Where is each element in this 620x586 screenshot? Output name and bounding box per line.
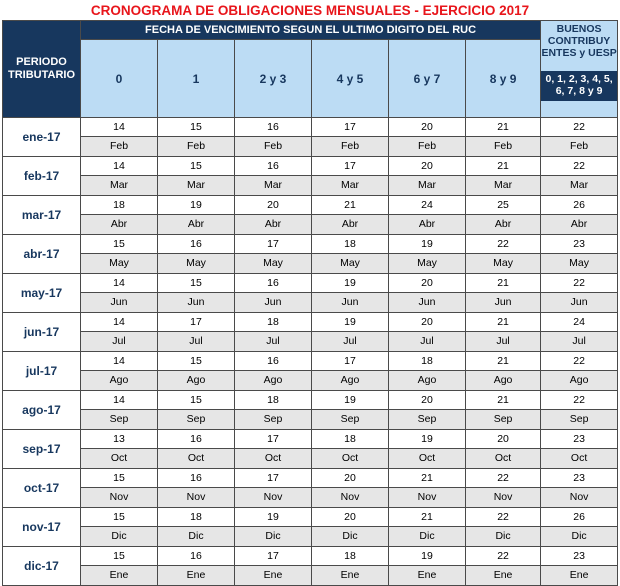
month-cell[interactable]: Mar	[389, 176, 466, 196]
month-cell[interactable]: Jun	[81, 293, 158, 313]
month-cell[interactable]: Feb	[235, 137, 312, 157]
month-cell[interactable]: Sep	[466, 410, 541, 430]
month-cell[interactable]: Abr	[389, 215, 466, 235]
day-cell[interactable]: 21	[389, 469, 466, 488]
table-row	[3, 410, 618, 430]
period-cell[interactable]: jul-17	[3, 352, 81, 391]
table-row	[3, 488, 618, 508]
day-cell[interactable]: 15	[81, 469, 158, 488]
month-cell[interactable]: Dic	[466, 527, 541, 547]
digit-header[interactable]: 0	[81, 40, 158, 118]
day-cell[interactable]: 15	[158, 352, 235, 371]
buenos-digits: 0, 1, 2, 3, 4, 5, 6, 7, 8 y 9	[541, 71, 617, 101]
day-cell[interactable]: 16	[158, 430, 235, 449]
table-row	[3, 469, 618, 488]
table-row	[3, 215, 618, 235]
month-cell[interactable]: May	[158, 254, 235, 274]
month-cell[interactable]: Jun	[541, 293, 618, 313]
table-row	[3, 196, 618, 215]
table-row	[3, 313, 618, 332]
day-cell[interactable]: 17	[312, 157, 389, 176]
day-cell[interactable]: 23	[541, 430, 618, 449]
month-cell[interactable]: May	[466, 254, 541, 274]
day-cell[interactable]: 21	[466, 118, 541, 137]
day-cell[interactable]: 18	[235, 391, 312, 410]
day-cell[interactable]: 22	[466, 235, 541, 254]
day-cell[interactable]: 18	[312, 547, 389, 566]
month-cell[interactable]: Abr	[466, 215, 541, 235]
day-cell[interactable]: 18	[312, 430, 389, 449]
month-cell[interactable]: Ago	[541, 371, 618, 391]
digit-header[interactable]: 1	[158, 40, 235, 118]
day-cell[interactable]: 23	[541, 469, 618, 488]
month-cell[interactable]: Jun	[235, 293, 312, 313]
month-cell[interactable]: Mar	[235, 176, 312, 196]
month-cell[interactable]: Feb	[158, 137, 235, 157]
day-cell[interactable]: 23	[541, 235, 618, 254]
day-cell[interactable]: 26	[541, 196, 618, 215]
month-cell[interactable]: Ago	[389, 371, 466, 391]
digit-header[interactable]: 6 y 7	[389, 40, 466, 118]
month-cell[interactable]: Jul	[235, 332, 312, 352]
table-row	[3, 449, 618, 469]
table-row	[3, 547, 618, 566]
day-cell[interactable]: 15	[158, 391, 235, 410]
table-row	[3, 566, 618, 586]
month-cell[interactable]: Nov	[81, 488, 158, 508]
digit-header[interactable]: 4 y 5	[312, 40, 389, 118]
day-cell[interactable]: 17	[312, 352, 389, 371]
month-cell[interactable]: Mar	[466, 176, 541, 196]
month-cell[interactable]: Ago	[235, 371, 312, 391]
day-cell[interactable]: 14	[81, 157, 158, 176]
month-cell[interactable]: Abr	[235, 215, 312, 235]
period-cell[interactable]: ago-17	[3, 391, 81, 430]
day-cell[interactable]: 20	[389, 313, 466, 332]
month-cell[interactable]: Oct	[541, 449, 618, 469]
table-row	[3, 254, 618, 274]
day-cell[interactable]: 25	[466, 196, 541, 215]
fecha-header[interactable]: FECHA DE VENCIMIENTO SEGUN EL ULTIMO DIGITO DEL RUC	[81, 21, 541, 40]
month-cell[interactable]: Ago	[312, 371, 389, 391]
table-row	[3, 371, 618, 391]
periodo-header[interactable]: PERIODO TRIBUTARIO	[3, 21, 81, 118]
month-cell[interactable]: Ene	[389, 566, 466, 586]
month-cell[interactable]: Jun	[466, 293, 541, 313]
period-cell[interactable]: jun-17	[3, 313, 81, 352]
month-cell[interactable]: May	[81, 254, 158, 274]
day-cell[interactable]: 19	[389, 547, 466, 566]
table-row	[3, 137, 618, 157]
month-cell[interactable]: Jul	[541, 332, 618, 352]
month-cell[interactable]: Mar	[312, 176, 389, 196]
day-cell[interactable]: 13	[81, 430, 158, 449]
month-cell[interactable]: Dic	[389, 527, 466, 547]
month-cell[interactable]: Sep	[389, 410, 466, 430]
month-cell[interactable]: Feb	[389, 137, 466, 157]
day-cell[interactable]: 18	[235, 313, 312, 332]
day-cell[interactable]: 18	[81, 196, 158, 215]
day-cell[interactable]: 15	[81, 547, 158, 566]
day-cell[interactable]: 20	[389, 118, 466, 137]
month-cell[interactable]: Feb	[312, 137, 389, 157]
day-cell[interactable]: 16	[235, 157, 312, 176]
period-cell[interactable]: sep-17	[3, 430, 81, 469]
month-cell[interactable]: Dic	[312, 527, 389, 547]
table-row	[3, 391, 618, 410]
day-cell[interactable]: 20	[312, 469, 389, 488]
day-cell[interactable]: 21	[466, 391, 541, 410]
month-cell[interactable]: May	[312, 254, 389, 274]
day-cell[interactable]: 21	[466, 352, 541, 371]
month-cell[interactable]: Dic	[235, 527, 312, 547]
day-cell[interactable]: 21	[466, 157, 541, 176]
month-cell[interactable]: Nov	[389, 488, 466, 508]
day-cell[interactable]: 18	[389, 352, 466, 371]
month-cell[interactable]: Oct	[235, 449, 312, 469]
day-cell[interactable]: 20	[389, 391, 466, 410]
day-cell[interactable]: 22	[541, 118, 618, 137]
month-cell[interactable]: Ene	[158, 566, 235, 586]
period-cell[interactable]: dic-17	[3, 547, 81, 586]
table-row	[3, 176, 618, 196]
month-cell[interactable]: Ago	[466, 371, 541, 391]
month-cell[interactable]: Ene	[541, 566, 618, 586]
buenos-label: BUENOS CONTRIBUY ENTES y UESP	[541, 23, 617, 59]
digit-header[interactable]: 2 y 3	[235, 40, 312, 118]
period-cell[interactable]: mar-17	[3, 196, 81, 235]
month-cell[interactable]: Feb	[81, 137, 158, 157]
period-cell[interactable]: ene-17	[3, 118, 81, 157]
day-cell[interactable]: 16	[158, 547, 235, 566]
month-cell[interactable]: May	[235, 254, 312, 274]
day-cell[interactable]: 21	[312, 196, 389, 215]
table-row	[3, 527, 618, 547]
period-cell[interactable]: may-17	[3, 274, 81, 313]
month-cell[interactable]: Abr	[312, 215, 389, 235]
day-cell[interactable]: 22	[466, 547, 541, 566]
month-cell[interactable]: Jul	[466, 332, 541, 352]
month-cell[interactable]: Dic	[158, 527, 235, 547]
month-cell[interactable]: Jun	[158, 293, 235, 313]
day-cell[interactable]: 21	[389, 508, 466, 527]
month-cell[interactable]: May	[389, 254, 466, 274]
day-cell[interactable]: 17	[235, 430, 312, 449]
day-cell[interactable]: 15	[158, 274, 235, 293]
day-cell[interactable]: 20	[389, 157, 466, 176]
table-row	[3, 332, 618, 352]
month-cell[interactable]: Sep	[312, 410, 389, 430]
month-cell[interactable]: Ene	[81, 566, 158, 586]
table-row	[3, 508, 618, 527]
month-cell[interactable]: Mar	[541, 176, 618, 196]
month-cell[interactable]: Ene	[235, 566, 312, 586]
day-cell[interactable]: 20	[312, 508, 389, 527]
day-cell[interactable]: 17	[235, 469, 312, 488]
header-row-2	[3, 40, 618, 118]
day-cell[interactable]: 23	[541, 547, 618, 566]
day-cell[interactable]: 14	[81, 391, 158, 410]
month-cell[interactable]: Oct	[312, 449, 389, 469]
period-cell[interactable]: nov-17	[3, 508, 81, 547]
sheet-title: CRONOGRAMA DE OBLIGACIONES MENSUALES - EJERCICIO 2017	[90, 3, 530, 18]
day-cell[interactable]: 19	[389, 235, 466, 254]
day-cell[interactable]: 14	[81, 352, 158, 371]
table-row	[3, 274, 618, 293]
month-cell[interactable]: Ene	[312, 566, 389, 586]
period-cell[interactable]: oct-17	[3, 469, 81, 508]
day-cell[interactable]: 19	[312, 313, 389, 332]
day-cell[interactable]: 20	[466, 430, 541, 449]
day-cell[interactable]: 24	[541, 313, 618, 332]
month-cell[interactable]: Nov	[466, 488, 541, 508]
month-cell[interactable]: Abr	[541, 215, 618, 235]
day-cell[interactable]: 19	[158, 196, 235, 215]
day-cell[interactable]: 16	[235, 352, 312, 371]
day-cell[interactable]: 18	[312, 235, 389, 254]
table-row	[3, 118, 618, 137]
day-cell[interactable]: 22	[466, 508, 541, 527]
month-cell[interactable]: Oct	[158, 449, 235, 469]
schedule-table	[2, 20, 618, 586]
day-cell[interactable]: 20	[235, 196, 312, 215]
month-cell[interactable]: May	[541, 254, 618, 274]
day-cell[interactable]: 16	[235, 118, 312, 137]
day-cell[interactable]: 22	[541, 274, 618, 293]
month-cell[interactable]: Sep	[235, 410, 312, 430]
month-cell[interactable]: Nov	[158, 488, 235, 508]
day-cell[interactable]: 14	[81, 313, 158, 332]
month-cell[interactable]: Jul	[81, 332, 158, 352]
month-cell[interactable]: Nov	[541, 488, 618, 508]
month-cell[interactable]: Feb	[541, 137, 618, 157]
month-cell[interactable]: Ago	[158, 371, 235, 391]
day-cell[interactable]: 18	[158, 508, 235, 527]
month-cell[interactable]: Jul	[312, 332, 389, 352]
month-cell[interactable]: Jul	[158, 332, 235, 352]
day-cell[interactable]: 15	[81, 235, 158, 254]
month-cell[interactable]: Abr	[81, 215, 158, 235]
month-cell[interactable]: Dic	[81, 527, 158, 547]
day-cell[interactable]: 15	[81, 508, 158, 527]
month-cell[interactable]: Dic	[541, 527, 618, 547]
day-cell[interactable]: 19	[235, 508, 312, 527]
day-cell[interactable]: 24	[389, 196, 466, 215]
month-cell[interactable]: Nov	[312, 488, 389, 508]
day-cell[interactable]: 26	[541, 508, 618, 527]
day-cell[interactable]: 21	[466, 274, 541, 293]
day-cell[interactable]: 17	[235, 235, 312, 254]
day-cell[interactable]: 15	[158, 118, 235, 137]
day-cell[interactable]: 19	[389, 430, 466, 449]
month-cell[interactable]: Jun	[389, 293, 466, 313]
day-cell[interactable]: 21	[466, 313, 541, 332]
day-cell[interactable]: 22	[466, 469, 541, 488]
table-row	[3, 430, 618, 449]
month-cell[interactable]: Oct	[81, 449, 158, 469]
day-cell[interactable]: 14	[81, 118, 158, 137]
day-cell[interactable]: 20	[389, 274, 466, 293]
month-cell[interactable]: Jun	[312, 293, 389, 313]
month-cell[interactable]: Oct	[466, 449, 541, 469]
month-cell[interactable]: Feb	[466, 137, 541, 157]
day-cell[interactable]: 22	[541, 391, 618, 410]
month-cell[interactable]: Sep	[81, 410, 158, 430]
header-row-1	[3, 21, 618, 40]
period-cell[interactable]: abr-17	[3, 235, 81, 274]
day-cell[interactable]: 22	[541, 352, 618, 371]
day-cell[interactable]: 17	[235, 547, 312, 566]
table-row	[3, 293, 618, 313]
month-cell[interactable]: Oct	[389, 449, 466, 469]
month-cell[interactable]: Mar	[158, 176, 235, 196]
month-cell[interactable]: Sep	[158, 410, 235, 430]
month-cell[interactable]: Abr	[158, 215, 235, 235]
day-cell[interactable]: 19	[312, 274, 389, 293]
day-cell[interactable]: 17	[312, 118, 389, 137]
day-cell[interactable]: 19	[312, 391, 389, 410]
month-cell[interactable]: Ene	[466, 566, 541, 586]
table-row	[3, 157, 618, 176]
month-cell[interactable]: Nov	[235, 488, 312, 508]
digit-header[interactable]: 8 y 9	[466, 40, 541, 118]
table-row	[3, 352, 618, 371]
day-cell[interactable]: 15	[158, 157, 235, 176]
day-cell[interactable]: 14	[81, 274, 158, 293]
table-row	[3, 235, 618, 254]
month-cell[interactable]: Sep	[541, 410, 618, 430]
day-cell[interactable]: 17	[158, 313, 235, 332]
day-cell[interactable]: 16	[235, 274, 312, 293]
buenos-header[interactable]	[541, 21, 618, 118]
day-cell[interactable]: 16	[158, 235, 235, 254]
month-cell[interactable]: Ago	[81, 371, 158, 391]
day-cell[interactable]: 22	[541, 157, 618, 176]
day-cell[interactable]: 16	[158, 469, 235, 488]
month-cell[interactable]: Jul	[389, 332, 466, 352]
month-cell[interactable]: Mar	[81, 176, 158, 196]
period-cell[interactable]: feb-17	[3, 157, 81, 196]
